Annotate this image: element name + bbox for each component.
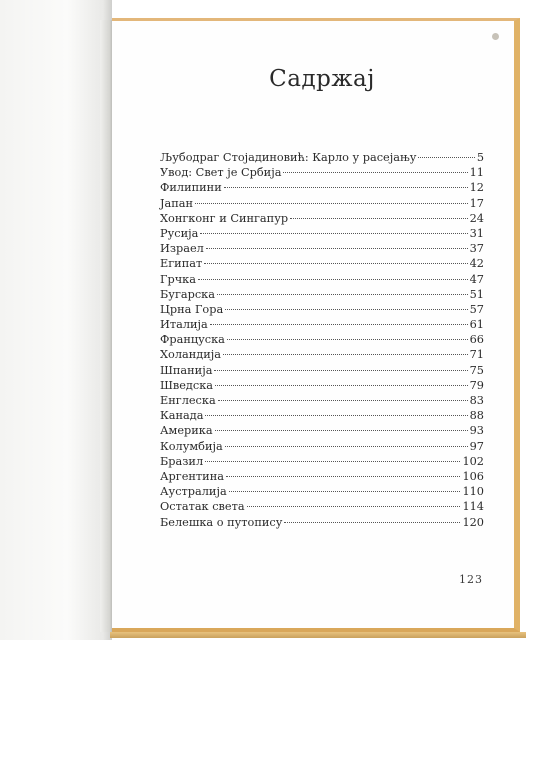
toc-leader-dots	[215, 430, 468, 431]
toc-entry-title: Бугарска	[160, 287, 215, 301]
toc-entry-page: 17	[469, 196, 484, 210]
toc-entry-page: 120	[462, 515, 484, 529]
toc-entry	[160, 333, 484, 348]
toc-entry-page: 11	[469, 166, 484, 180]
toc-entry	[160, 470, 484, 485]
toc-entry	[160, 364, 484, 379]
toc-entry	[160, 455, 484, 470]
toc-leader-dots	[224, 187, 468, 188]
toc-entry-page: 114	[462, 500, 484, 514]
toc-entry-title: Аргентина	[160, 469, 224, 483]
toc-entry-page: 106	[462, 469, 484, 483]
toc-entry	[160, 485, 484, 500]
toc-leader-dots	[210, 324, 468, 325]
toc-entry-page: 97	[469, 439, 484, 453]
toc-leader-dots	[217, 294, 468, 295]
toc-entry-page: 61	[469, 318, 484, 332]
toc-entry-page: 5	[476, 151, 484, 164]
toc-entry-title: Грчка	[160, 272, 196, 286]
toc-entry	[160, 440, 484, 455]
toc-entry	[160, 227, 484, 242]
toc-entry-page: 12	[469, 181, 484, 195]
toc-leader-dots	[283, 172, 467, 173]
toc-entry-page: 102	[462, 454, 484, 468]
toc-leader-dots	[284, 522, 460, 523]
toc-entry	[160, 409, 484, 424]
toc-entry	[160, 288, 484, 303]
toc-entry-title: Израел	[160, 242, 204, 256]
toc-leader-dots	[226, 476, 460, 477]
toc-leader-dots	[205, 461, 460, 462]
toc-leader-dots	[247, 506, 461, 507]
toc-entry	[160, 303, 484, 318]
toc-leader-dots	[225, 446, 468, 447]
toc-leader-dots	[218, 400, 468, 401]
toc-entry	[160, 151, 484, 166]
toc-entry	[160, 242, 484, 257]
page-number: 123	[459, 573, 483, 586]
toc-entry	[160, 257, 484, 272]
toc-leader-dots	[198, 279, 468, 280]
toc-leader-dots	[229, 491, 461, 492]
toc-entry-title: Колумбија	[160, 439, 223, 453]
toc-leader-dots	[204, 263, 467, 264]
toc-entry	[160, 273, 484, 288]
toc-entry-title: Увод: Свет је Србија	[160, 166, 282, 180]
toc-leader-dots	[206, 248, 468, 249]
toc-entry-title: Филипини	[160, 181, 222, 195]
page-title: Садржај	[269, 66, 375, 92]
toc-entry-title: Белешка о путопису	[160, 515, 283, 529]
toc-entry-title: Енглеска	[160, 394, 216, 407]
toc-entry	[160, 318, 484, 333]
toc-entry-title: Француска	[160, 333, 225, 347]
toc-entry-title: Јапан	[160, 196, 194, 210]
toc-entry	[160, 197, 484, 212]
page-blemish	[492, 33, 499, 40]
toc-entry-title: Шведска	[160, 378, 214, 392]
toc-leader-dots	[214, 370, 467, 371]
toc-entry	[160, 424, 484, 439]
toc-entry	[160, 166, 484, 181]
toc-leader-dots	[215, 385, 468, 386]
toc-leader-dots	[200, 233, 467, 234]
toc-entry	[160, 181, 484, 196]
toc-leader-dots	[195, 203, 468, 204]
toc-leader-dots	[290, 218, 468, 219]
toc-entry-title: Аустралија	[160, 485, 227, 499]
toc-entry-page: 24	[469, 211, 484, 225]
toc-entry-page: 47	[469, 272, 484, 286]
toc-leader-dots	[205, 415, 467, 416]
toc-entry-page: 31	[469, 226, 484, 240]
toc-entry	[160, 348, 484, 363]
toc-entry-title: Црна Гора	[160, 302, 224, 316]
toc-entry-title: Русија	[160, 226, 199, 240]
toc-entry-title: Канада	[160, 409, 204, 423]
scan-background-left	[0, 0, 112, 640]
toc-leader-dots	[223, 354, 468, 355]
toc-entry	[160, 212, 484, 227]
table-of-contents	[160, 151, 484, 531]
toc-leader-dots	[418, 157, 474, 158]
toc-entry-page: 75	[469, 363, 484, 377]
toc-entry	[160, 379, 484, 394]
toc-entry-title: Љубодраг Стојадиновић: Карло у расејању	[160, 151, 417, 164]
toc-entry-title: Шпанија	[160, 363, 213, 377]
book-cover-edge	[110, 632, 526, 638]
toc-entry-title: Остатак света	[160, 500, 245, 514]
toc-entry-page: 57	[469, 302, 484, 316]
toc-entry	[160, 394, 484, 409]
toc-leader-dots	[227, 339, 468, 340]
toc-entry-page: 93	[469, 424, 484, 438]
toc-entry-title: Египат	[160, 257, 203, 271]
toc-entry-page: 88	[469, 409, 484, 423]
toc-entry-page: 66	[469, 333, 484, 347]
toc-entry-page: 71	[469, 348, 484, 362]
toc-entry-title: Америка	[160, 424, 213, 438]
toc-entry-page: 79	[469, 378, 484, 392]
toc-entry-title: Хонгконг и Сингапур	[160, 211, 289, 225]
toc-leader-dots	[225, 309, 467, 310]
toc-entry-title: Италија	[160, 318, 208, 332]
toc-entry-page: 42	[469, 257, 484, 271]
toc-entry	[160, 516, 484, 531]
toc-entry-page: 83	[469, 394, 484, 407]
toc-entry	[160, 500, 484, 515]
toc-entry-page: 110	[462, 485, 484, 499]
toc-entry-page: 37	[469, 242, 484, 256]
toc-entry-title: Бразил	[160, 454, 204, 468]
toc-entry-page: 51	[469, 287, 484, 301]
toc-entry-title: Холандија	[160, 348, 222, 362]
